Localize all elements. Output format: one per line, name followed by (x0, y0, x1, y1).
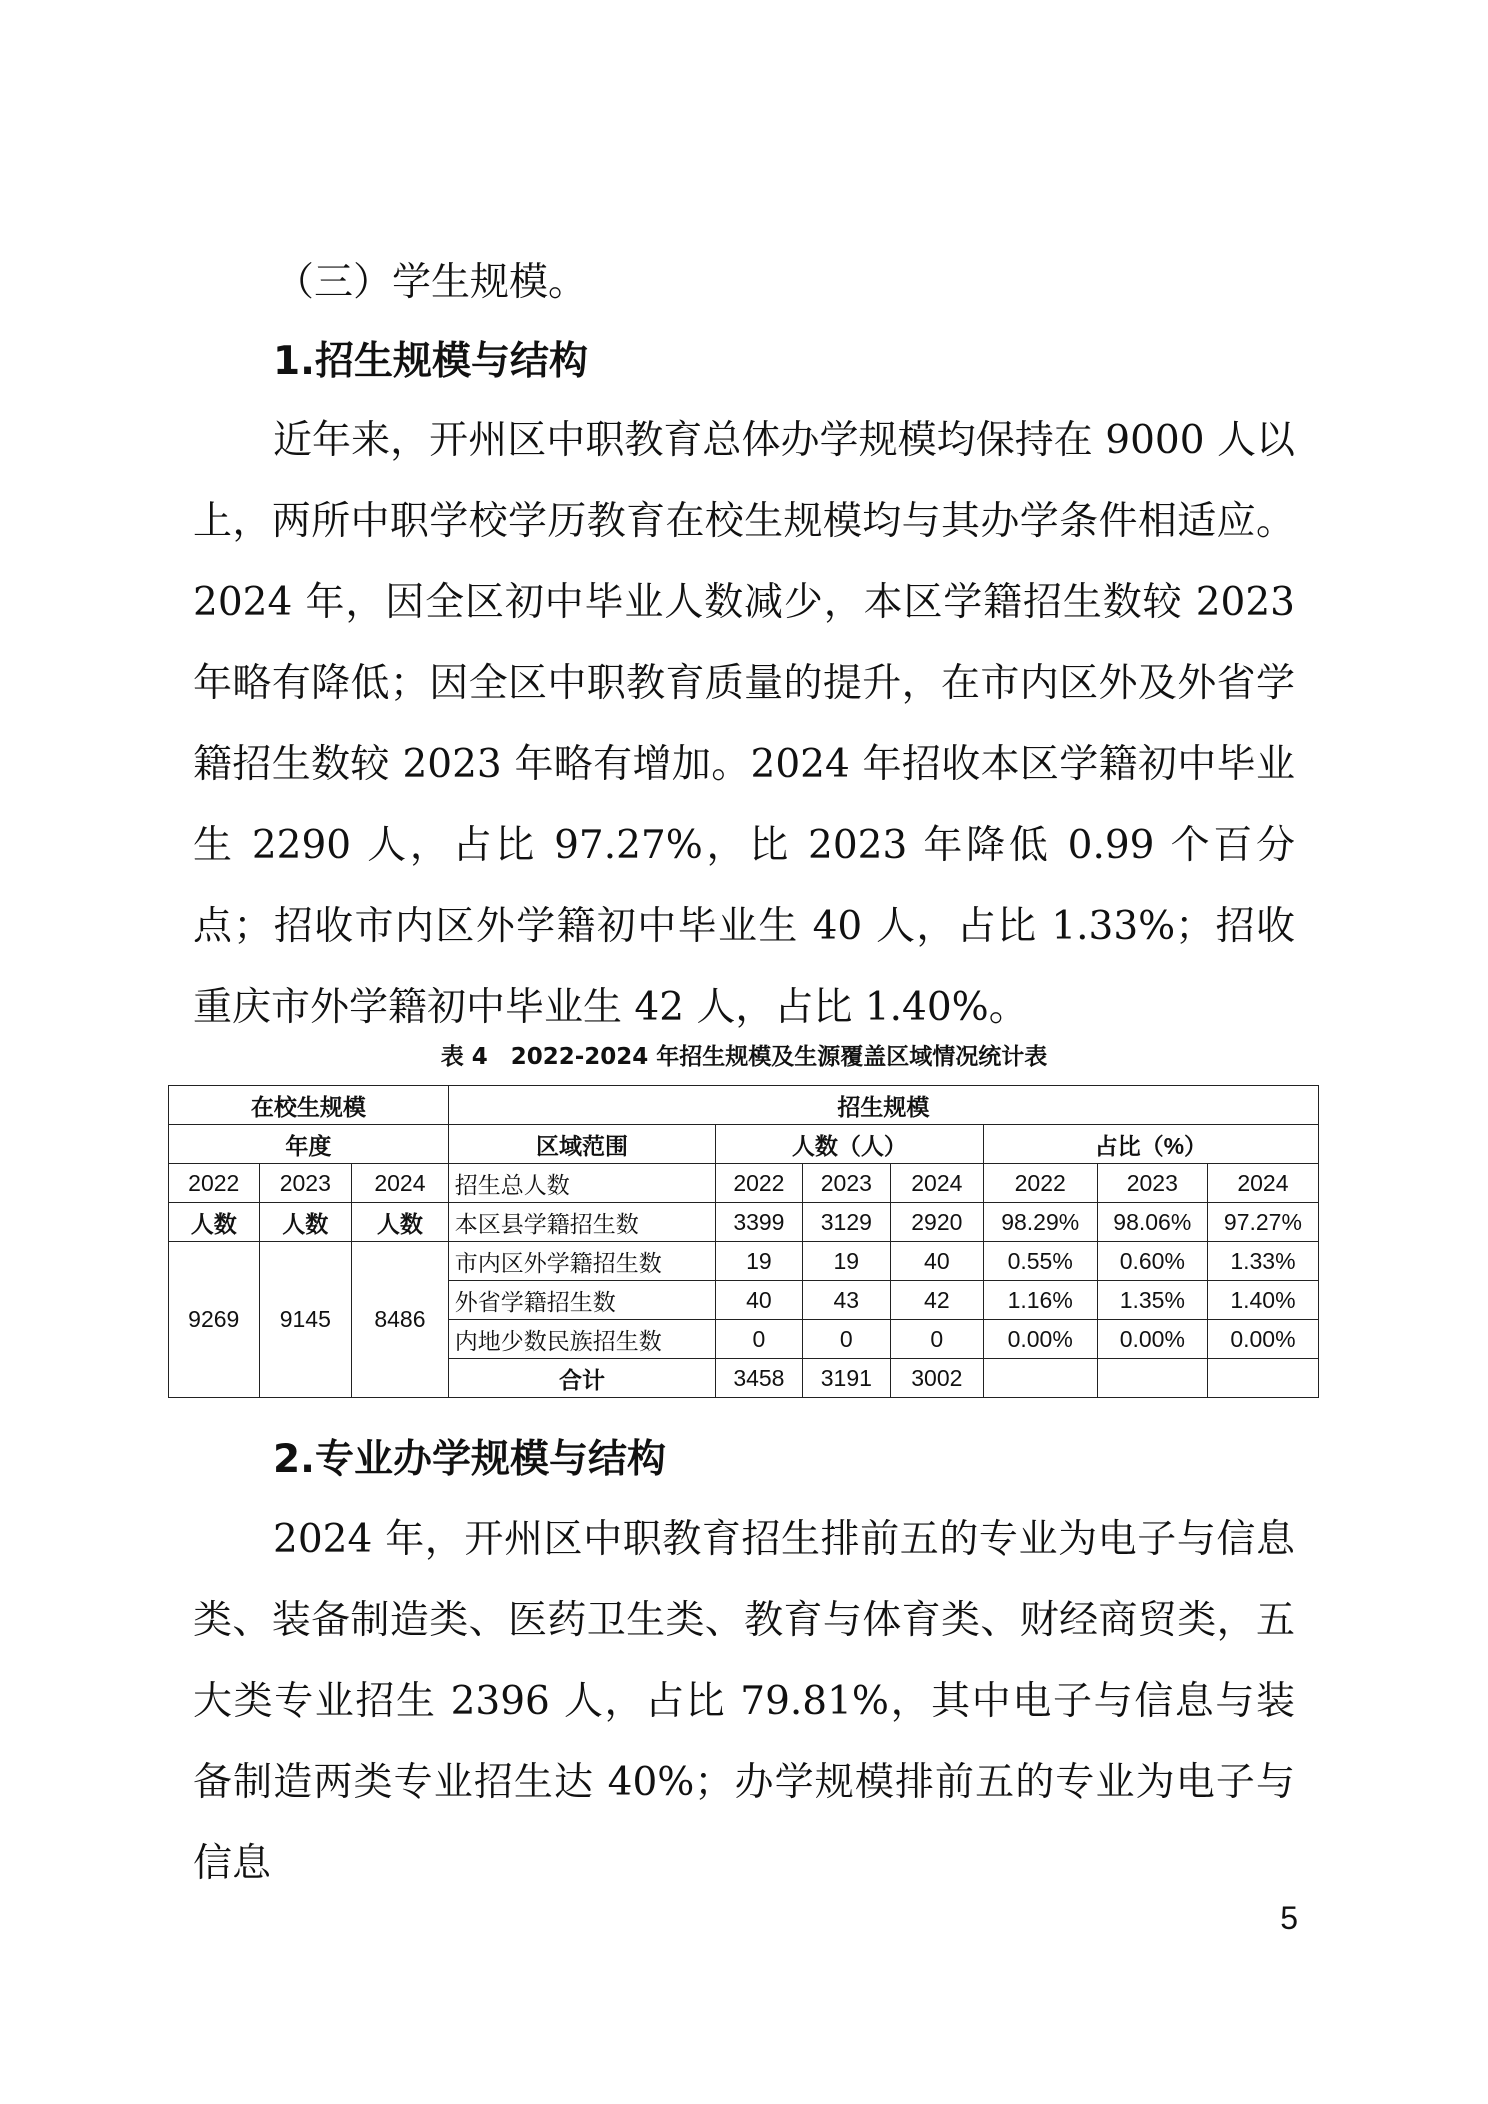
ratio-cell: 97.27% (1207, 1203, 1318, 1242)
section-heading: （三）学生规模。 (275, 260, 588, 305)
count-cell: 43 (802, 1281, 890, 1320)
year-cell: 2023 (1097, 1164, 1207, 1203)
ratio-cell: 98.06% (1097, 1203, 1207, 1242)
count-cell: 40 (716, 1281, 802, 1320)
ratio-cell: 98.29% (983, 1203, 1097, 1242)
region-cell: 市内区外学籍招生数 (448, 1242, 715, 1281)
year-cell: 2022 (716, 1164, 802, 1203)
count-cell: 40 (891, 1242, 984, 1281)
paragraph-enrollment: 近年来，开州区中职教育总体办学规模均保持在 9000 人以上，两所中职学校学历教育在校生规模均与其办学条件相适应。2024 年，因全区初中毕业人数减少，本区学籍招生数较 2023 年略有降低；因全区中职教育质量的提升，在市内区外及外省学籍招生数较 2023 年略有增加。2024 年招收本区学籍初中毕业生 2290 人，占比 97.27%，比 2023 年降低 0.99 个百分点；招收市内区外学籍初中毕业生 40 人，占比 1.33%；招收重庆市外学籍初中毕业生 42 人，占比 1.40%。 (193, 418, 1295, 1030)
sum-count-cell: 3191 (802, 1359, 890, 1398)
sum-count-cell: 3002 (891, 1359, 984, 1398)
count-cell: 0 (716, 1320, 802, 1359)
ratio-cell: 0.00% (1207, 1320, 1318, 1359)
total-label-cell: 招生总人数 (448, 1164, 715, 1203)
subsection-heading-enrollment: 1.招生规模与结构 (273, 339, 588, 384)
ratio-cell: 1.33% (1207, 1242, 1318, 1281)
ratio-cell: 0.60% (1097, 1242, 1207, 1281)
year-cell: 2023 (259, 1164, 352, 1203)
header-ratio: 占比（%） (983, 1125, 1318, 1164)
year-cell: 2022 (983, 1164, 1097, 1203)
page-number: 5 (1280, 1900, 1298, 1936)
year-cell: 2024 (352, 1164, 449, 1203)
ratio-cell: 0.00% (983, 1320, 1097, 1359)
header-enrolled-scale: 在校生规模 (169, 1086, 449, 1125)
count-cell: 2920 (891, 1203, 984, 1242)
year-cell: 2024 (1207, 1164, 1318, 1203)
ratio-cell: 0.00% (1097, 1320, 1207, 1359)
count-cell: 42 (891, 1281, 984, 1320)
region-cell: 本区县学籍招生数 (448, 1203, 715, 1242)
ratio-cell: 1.16% (983, 1281, 1097, 1320)
table-caption: 表 4 2022-2024 年招生规模及生源覆盖区域情况统计表 (440, 1044, 1048, 1070)
enrollment-table (168, 1085, 1319, 1398)
count-cell: 3399 (716, 1203, 802, 1242)
region-cell: 内地少数民族招生数 (448, 1320, 715, 1359)
header-region: 区域范围 (448, 1125, 715, 1164)
header-year: 年度 (169, 1125, 449, 1164)
table-row (169, 1242, 1319, 1281)
sum-count-cell: 3458 (716, 1359, 802, 1398)
paragraph-majors: 2024 年，开州区中职教育招生排前五的专业为电子与信息类、装备制造类、医药卫生类、教育与体育类、财经商贸类，五大类专业招生 2396 人，占比 79.81%，其中电子与信息与装备制造两类专业招生达 40%；办学规模排前五的专业为电子与信息 (193, 1517, 1295, 1886)
count-cell: 0 (802, 1320, 890, 1359)
region-cell: 外省学籍招生数 (448, 1281, 715, 1320)
year-cell: 2023 (802, 1164, 890, 1203)
table-row (169, 1203, 1319, 1242)
empty-cell (983, 1359, 1097, 1398)
count-label-cell: 人数 (169, 1203, 260, 1242)
count-cell: 0 (891, 1320, 984, 1359)
header-admission-scale: 招生规模 (448, 1086, 1318, 1125)
enrolled-value-cell: 8486 (352, 1242, 449, 1398)
count-label-cell: 人数 (352, 1203, 449, 1242)
year-cell: 2024 (891, 1164, 984, 1203)
ratio-cell: 0.55% (983, 1242, 1097, 1281)
count-cell: 19 (802, 1242, 890, 1281)
sum-label-cell: 合计 (448, 1359, 715, 1398)
empty-cell (1097, 1359, 1207, 1398)
ratio-cell: 1.40% (1207, 1281, 1318, 1320)
count-cell: 3129 (802, 1203, 890, 1242)
empty-cell (1207, 1359, 1318, 1398)
enrolled-value-cell: 9145 (259, 1242, 352, 1398)
count-cell: 19 (716, 1242, 802, 1281)
count-label-cell: 人数 (259, 1203, 352, 1242)
ratio-cell: 1.35% (1097, 1281, 1207, 1320)
enrolled-value-cell: 9269 (169, 1242, 260, 1398)
header-count: 人数（人） (716, 1125, 983, 1164)
subsection-heading-majors: 2.专业办学规模与结构 (273, 1437, 666, 1482)
year-cell: 2022 (169, 1164, 260, 1203)
